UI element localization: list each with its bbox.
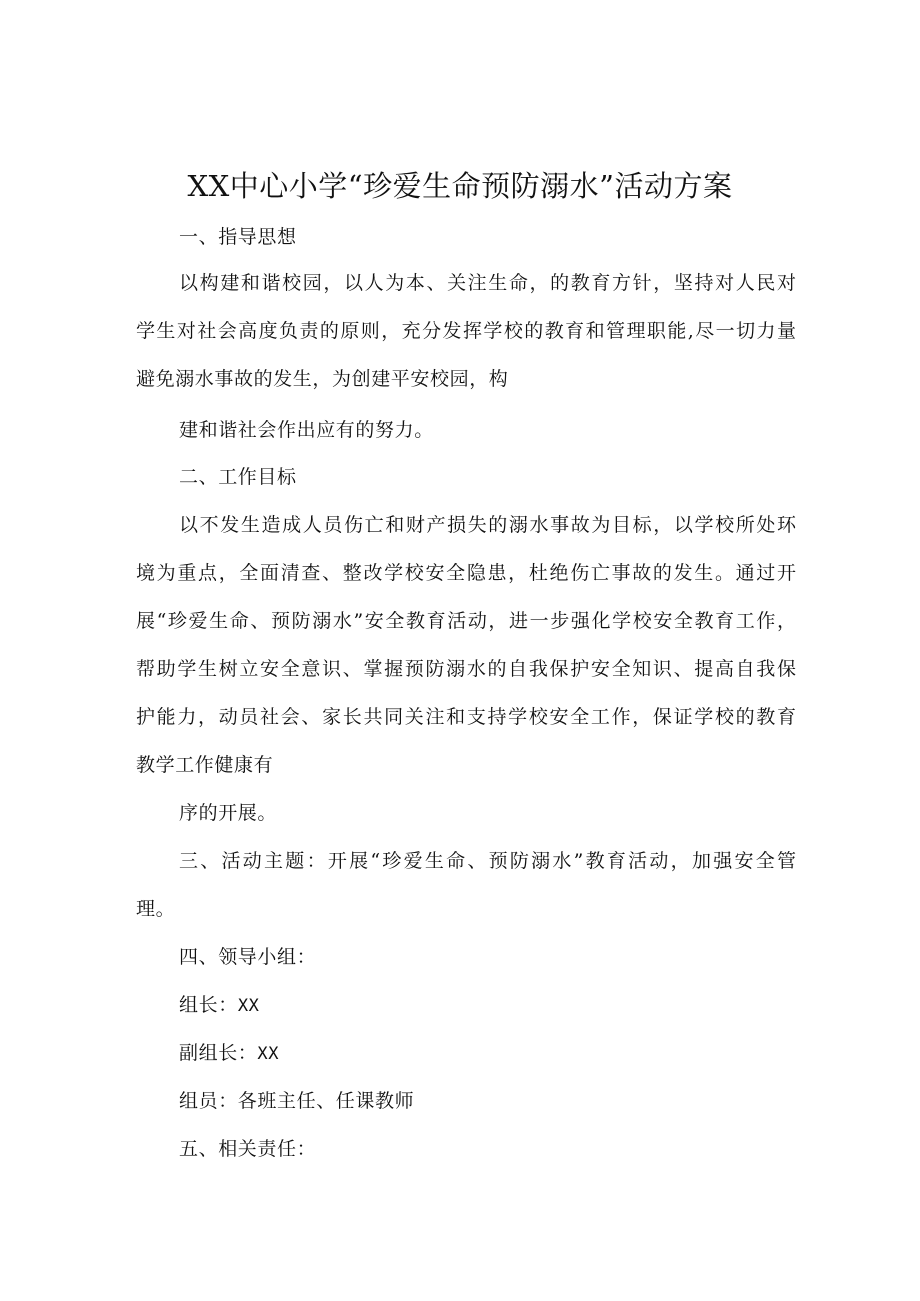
paragraph-line: 以不发生造成人员伤亡和财产损失的溺水事故为目标，以学校所处环: [179, 514, 796, 536]
section-heading-guiding-ideology: 一、指导思想: [179, 226, 297, 248]
section-heading-leadership-group: 四、领导小组：: [179, 946, 317, 968]
section-heading-responsibilities: 五、相关责任：: [179, 1138, 317, 1160]
deputy-leader-label: 副组长：: [179, 1042, 258, 1064]
deputy-leader-value: XX: [257, 1044, 280, 1064]
paragraph-line: 护能力，动员社会、家长共同关注和支持学校安全工作，保证学校的教育: [136, 706, 796, 728]
members-line: 组员：各班主任、任课教师: [179, 1090, 415, 1112]
paragraph-line: 学生对社会高度负责的原则，充分发挥学校的教育和管理职能,尽一切力量: [136, 320, 796, 342]
deputy-leader-line: [179, 1038, 279, 1069]
paragraph-line: 教学工作健康有: [136, 754, 274, 776]
section-heading-work-goals: 二、工作目标: [179, 466, 297, 488]
section-heading-activity-theme: 三、活动主题：开展“珍爱生命、预防溺水”教育活动，加强安全管: [179, 850, 796, 872]
leader-label: 组长：: [179, 994, 238, 1016]
paragraph-line: 理。: [136, 898, 176, 920]
leader-line: [179, 990, 259, 1021]
paragraph-line: 展“珍爱生命、预防溺水”安全教育活动，进一步强化学校安全教育工作，: [136, 610, 796, 632]
paragraph-line: 序的开展。: [179, 802, 278, 824]
document-title: XX中心小学“珍爱生命预防溺水”活动方案: [187, 169, 733, 203]
paragraph-line: 建和谐社会作出应有的努力。: [179, 419, 434, 441]
paragraph-line: 避免溺水事故的发生，为创建平安校园，构: [136, 368, 509, 390]
leader-value: XX: [237, 996, 260, 1016]
paragraph-line: 境为重点，全面清查、整改学校安全隐患，杜绝伤亡事故的发生。通过开: [136, 562, 796, 584]
paragraph-line: 帮助学生树立安全意识、掌握预防溺水的自我保护安全知识、提高自我保: [136, 658, 796, 680]
paragraph-line: 以构建和谐校园，以人为本、关注生命，的教育方针，坚持对人民对: [179, 272, 796, 294]
